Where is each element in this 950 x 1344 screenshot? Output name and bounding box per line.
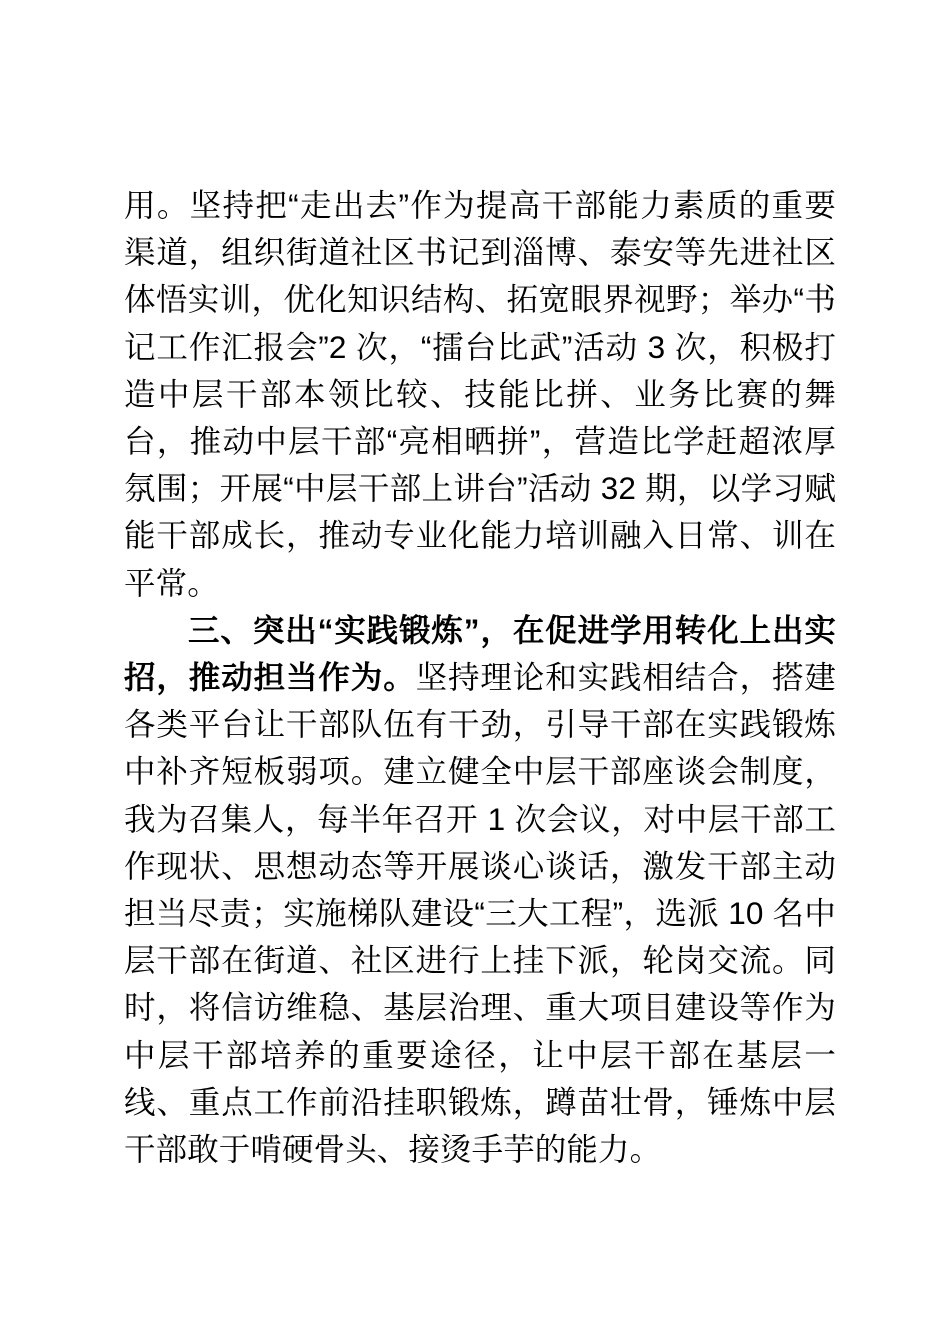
section-three-body-text: 坚持理论和实践相结合，搭建各类平台让干部队伍有干劲，引导干部在实践锻炼中补齐短板弱项。建立健全中层干部座谈会制度，我为召集人，每半年召开 1 次会议，对中层干部工作现状、思想动态等开展谈心谈话，激发干部主动担当尽责；实施梯队建设“三大工程”，选派 10 名中层干部在街道、社区进行上挂下派，轮岗交流。同时，将信访维稳、基层治理、重大项目建设等作为中层干部培养的重要途径，让中层干部在基层一线、重点工作前沿挂职锻炼，蹲苗壮骨，锤炼中层干部敢于啃硬骨头、接烫手芋的能力。 [124, 659, 836, 1168]
section-three-heading: 三、突出“实践锻炼”，在促进学用转化上出实招，推动担当作为。 [124, 611, 836, 696]
document-text-body [124, 182, 836, 1173]
paragraph-continuation [124, 182, 836, 607]
paragraph-continuation-text: 用。坚持把“走出去”作为提高干部能力素质的重要渠道，组织街道社区书记到淄博、泰安等先进社区体悟实训，优化知识结构、拓宽眼界视野；举办“书记工作汇报会”2 次，“擂台比武”活动 3 次，积极打造中层干部本领比较、技能比拼、业务比赛的舞台，推动中层干部“亮相晒拼”，营造比学赶超浓厚氛围；开展“中层干部上讲台”活动 32 期，以学习赋能干部成长，推动专业化能力培训融入日常、训在平常。 [124, 187, 836, 601]
paragraph-section-three [124, 607, 836, 1173]
